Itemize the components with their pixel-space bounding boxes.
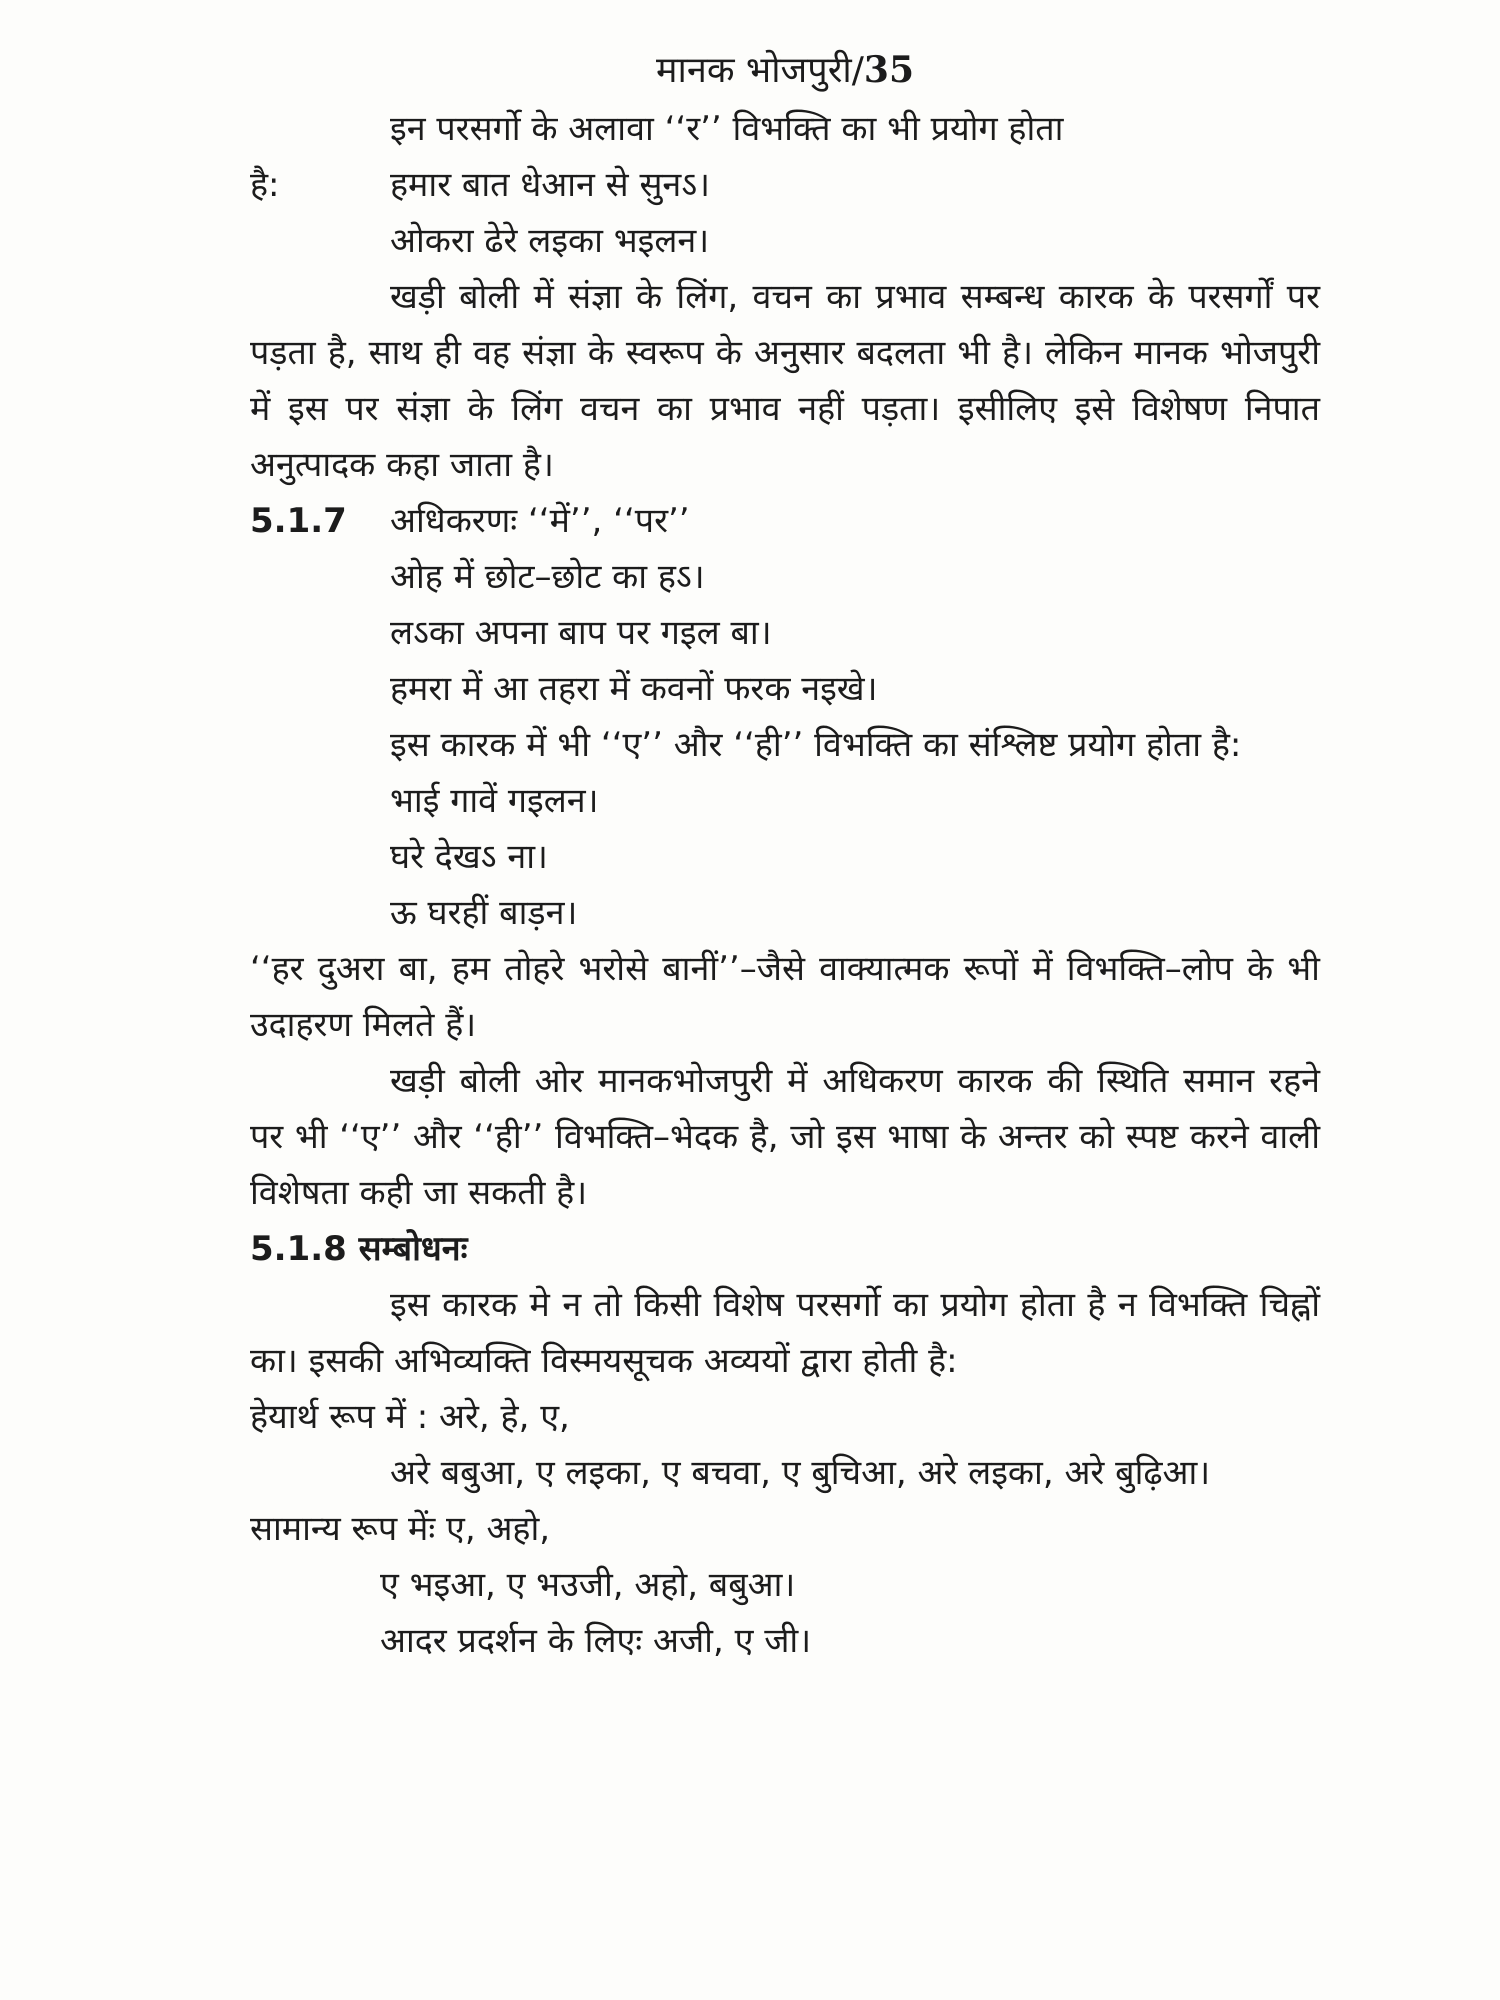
section-heading-5-1-8: 5.1.8 सम्बोधनः — [250, 1229, 468, 1269]
section-title: अधिकरणः ‘‘में’’, ‘‘पर’’ — [390, 501, 690, 541]
list-line: सामान्य रूप मेंः ए, अहो, — [250, 1509, 551, 1549]
example-line: ए भइआ, ए भउजी, अहो, बबुआ। — [380, 1565, 796, 1605]
paragraph: अरे बबुआ, ए लइका, ए बचवा, ए बुचिआ, अरे लइका, अरे बुढ़िआ। — [390, 1453, 1211, 1493]
example-line: ओह में छोट–छोट का हऽ। — [390, 557, 705, 597]
example-line: भाई गावें गइलन। — [390, 781, 599, 821]
section-number: 5.1.7 — [250, 501, 347, 541]
paragraph: खड़ी बोली ओर मानकभोजपुरी में अधिकरण कारक की स्थिति समान रहने पर भी ‘‘ए’’ और ‘‘ही’’ विभक्ति–भेदक है, जो इस भाषा के अन्तर को स्पष्ट करने वाली विशेषता कही जा सकती है। — [250, 1061, 1320, 1213]
example-line: घरे देखऽ ना। — [390, 837, 548, 877]
example-line: ऊ घरहीं बाड़न। — [390, 893, 578, 933]
example-row — [250, 157, 1320, 213]
paragraph: इस कारक मे न तो किसी विशेष परसर्गो का प्रयोग होता है न विभक्ति चिह्नों का। इसकी अभिव्यक्ति विस्मयसूचक अव्ययों द्वारा होती है: — [250, 1285, 1320, 1381]
example-line: लऽका अपना बाप पर गइल बा। — [390, 613, 772, 653]
example-line: ओकरा ढेरे लइका भइलन। — [390, 221, 710, 261]
example-line: हमरा में आ तहरा में कवनों फरक नइखे। — [390, 669, 878, 709]
paragraph: खड़ी बोली में संज्ञा के लिंग, वचन का प्रभाव सम्बन्ध कारक के परसर्गों पर पड़ता है, साथ ही वह संज्ञा के स्वरूप के अनुसार बदलता भी है। लेकिन मानक भोजपुरी में इस पर संज्ञा के लिंग वचन का प्रभाव नहीं पड़ता। इसीलिए इसे विशेषण निपात अनुत्पादक कहा जाता है। — [250, 277, 1320, 485]
header-title: मानक भोजपुरी/ — [655, 50, 864, 91]
page-header — [250, 40, 1320, 101]
page-number: 35 — [863, 49, 914, 91]
paragraph: इन परसर्गो के अलावा ‘‘र’’ विभक्ति का भी प्रयोग होता — [390, 109, 1064, 149]
line-lead: है: — [250, 165, 280, 205]
paragraph: इस कारक में भी ‘‘ए’’ और ‘‘ही’’ विभक्ति का संश्लिष्ट प्रयोग होता है: — [390, 725, 1242, 765]
paragraph: ‘‘हर दुअरा बा, हम तोहरे भरोसे बानीं’’–जैसे वाक्यात्मक रूपों में विभक्ति–लोप के भी उदाहरण मिलते हैं। — [250, 949, 1320, 1045]
section-heading-5-1-7 — [250, 493, 1320, 549]
example-line: आदर प्रदर्शन के लिएः अजी, ए जी। — [380, 1621, 812, 1661]
example-line: हमार बात धेआन से सुनऽ। — [390, 165, 711, 205]
list-line: हेयार्थ रूप में : अरे, हे, ए, — [250, 1397, 570, 1437]
